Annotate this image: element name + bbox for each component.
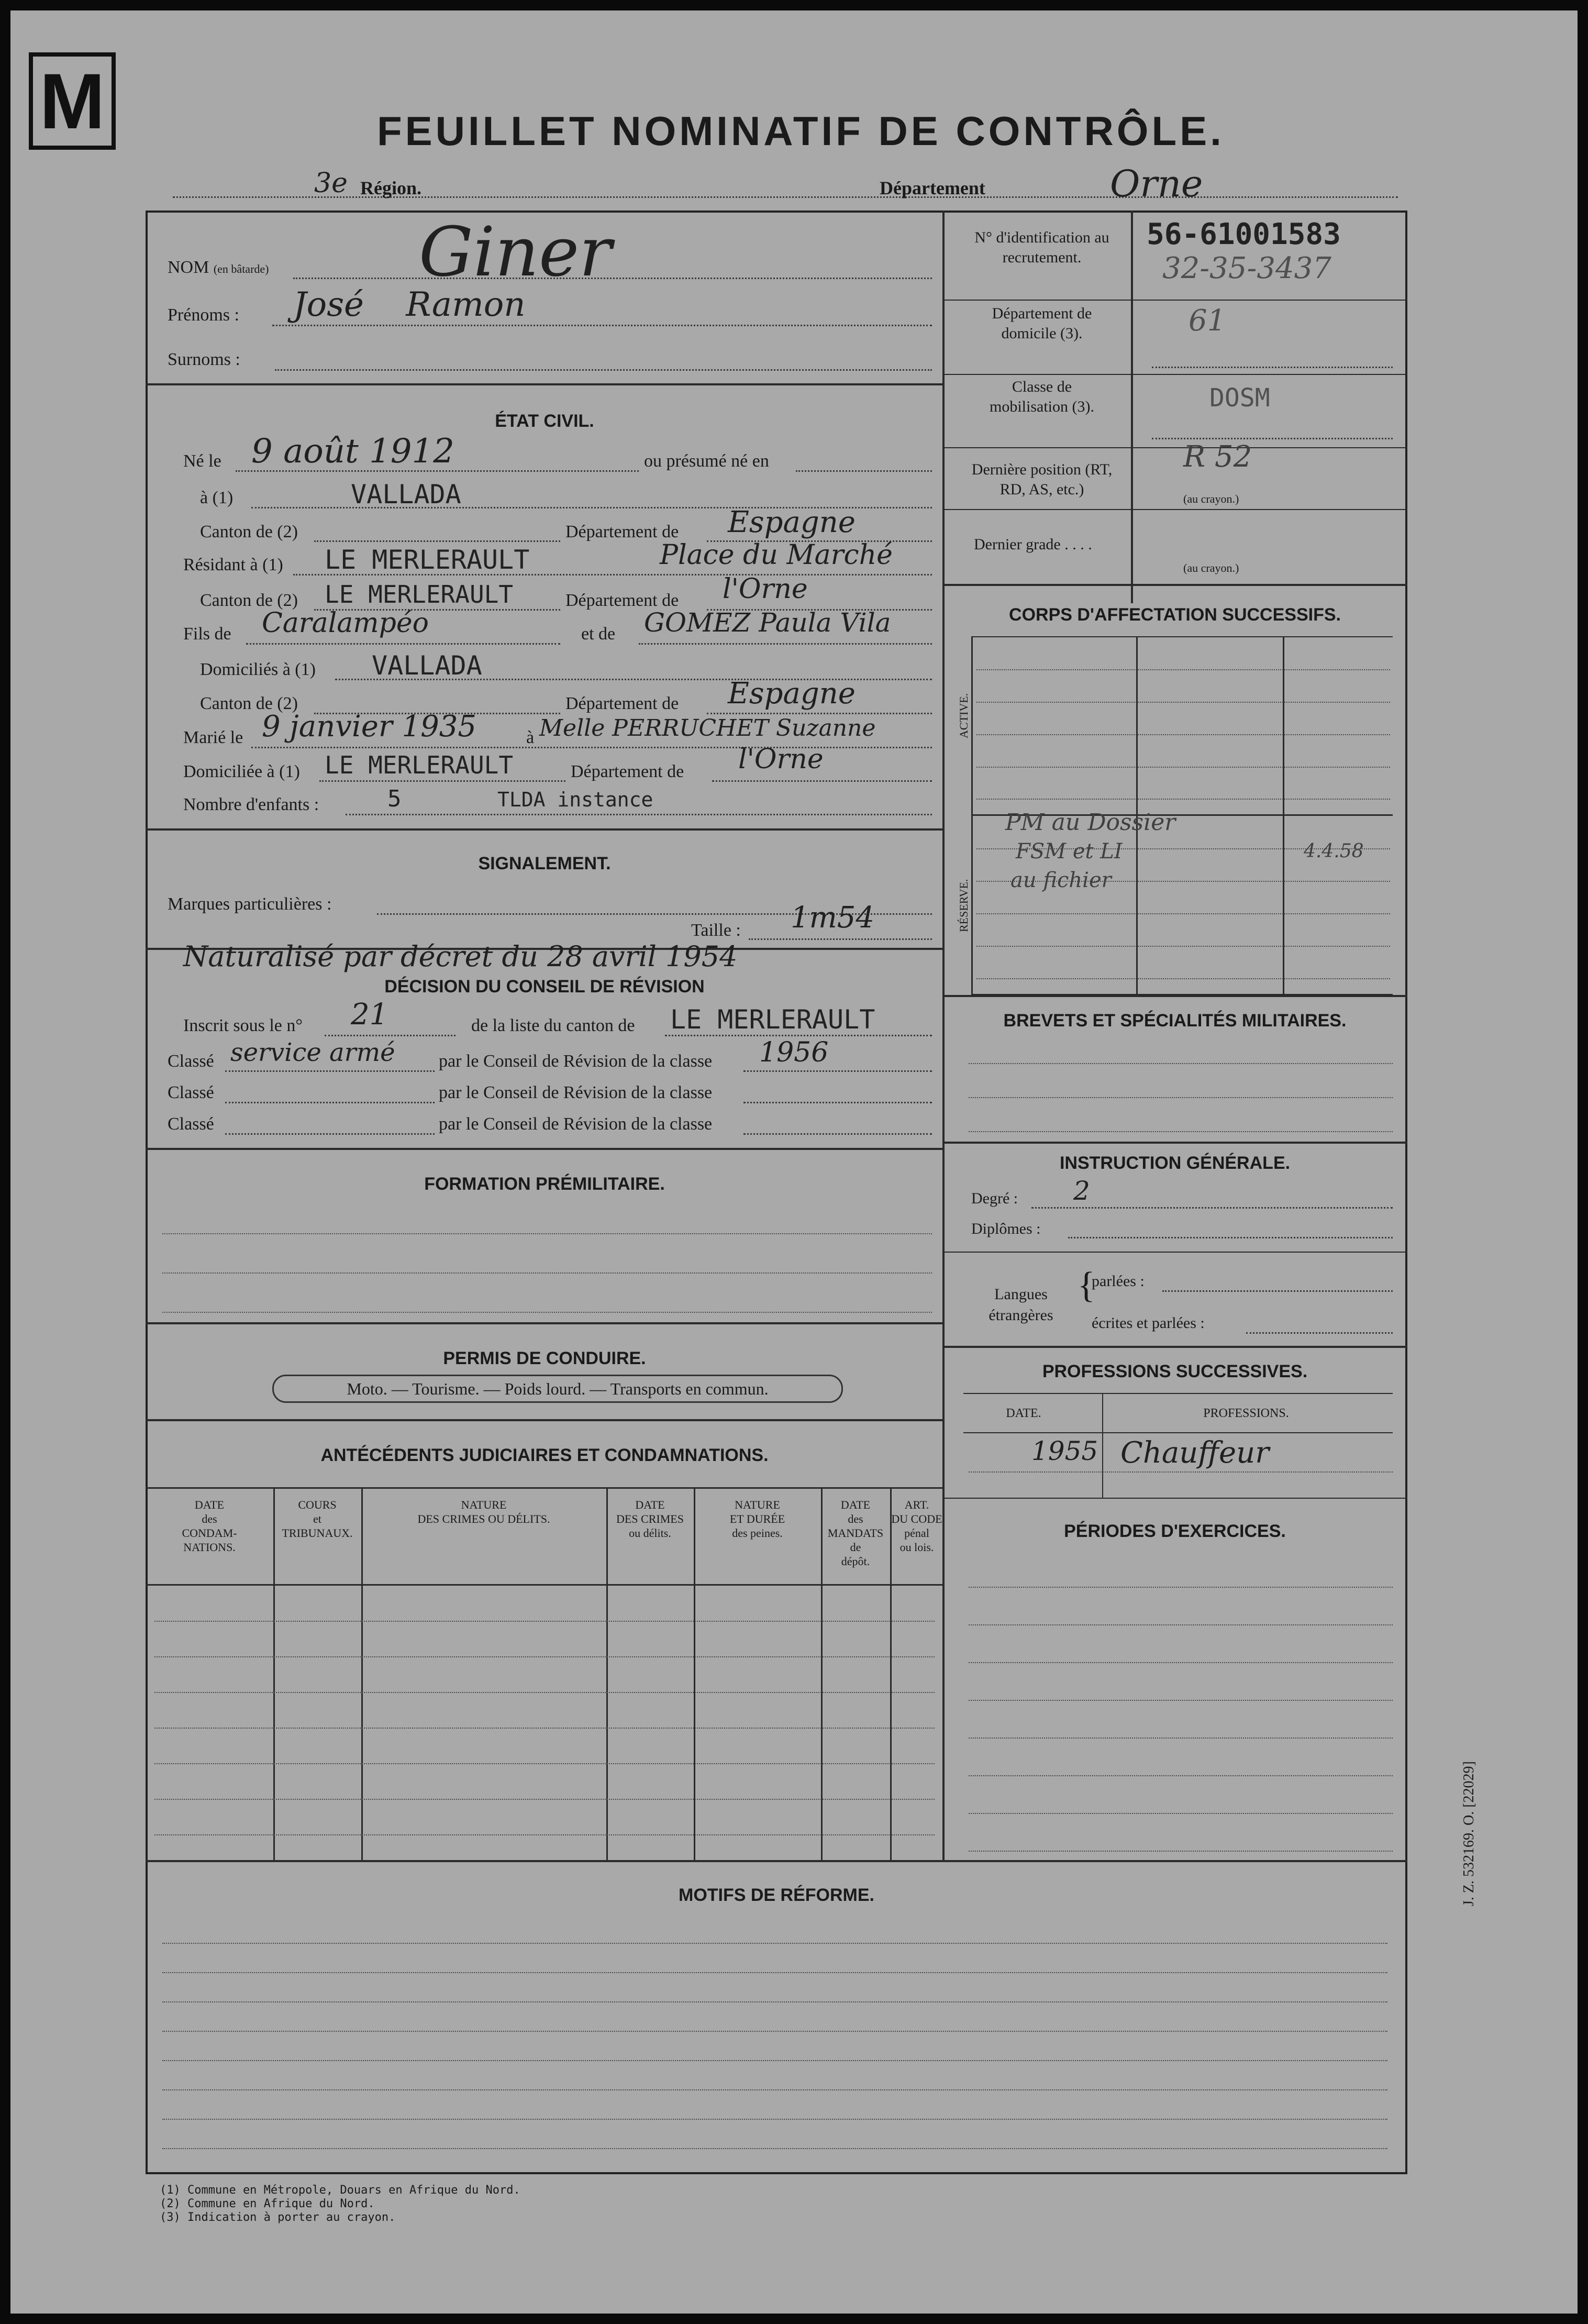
canton-2-label: Canton de (2) bbox=[200, 591, 298, 610]
departement-3-value: Espagne bbox=[728, 677, 856, 711]
antecedents-column-header: ART. DU CODE pénal ou lois. bbox=[891, 1498, 942, 1554]
antecedents-row-line bbox=[154, 1621, 935, 1622]
fils-value: Caralampéo bbox=[262, 607, 429, 639]
classe-label-3: Classé bbox=[168, 1114, 214, 1134]
inscrit-label: Inscrit sous le n° bbox=[183, 1016, 303, 1035]
domiciliee-value: LE MERLERAULT bbox=[325, 751, 514, 779]
corps-line bbox=[976, 799, 1390, 800]
inscrit-value: 21 bbox=[351, 998, 388, 1032]
reserve-date: 4.4.58 bbox=[1304, 840, 1364, 862]
reserve-entry-2: FSM et LI bbox=[1016, 839, 1123, 864]
date-col-label: DATE. bbox=[1006, 1407, 1041, 1420]
surnoms-label: Surnoms : bbox=[168, 350, 240, 369]
antecedents-column-header: COURS et TRIBUNAUX. bbox=[282, 1498, 353, 1540]
reforme-line bbox=[162, 2031, 1387, 2032]
signalement-heading: SIGNALEMENT. bbox=[478, 854, 611, 873]
departement-label: Département bbox=[880, 178, 985, 198]
antecedents-row-line bbox=[154, 1692, 935, 1693]
ne-le-value: 9 août 1912 bbox=[251, 432, 454, 471]
footnotes bbox=[160, 2184, 520, 2225]
antecedents-column-divider bbox=[361, 1487, 363, 1860]
periodes-line bbox=[969, 1813, 1393, 1814]
departement-de-label: Département de bbox=[565, 522, 679, 541]
antecedents-column-header: NATURE DES CRIMES OU DÉLITS. bbox=[417, 1498, 550, 1525]
region-label: Région. bbox=[360, 178, 421, 198]
periodes-line bbox=[969, 1700, 1393, 1701]
domicilies-value: VALLADA bbox=[372, 650, 482, 681]
au-crayon-2: (au crayon.) bbox=[1183, 561, 1239, 574]
marie-a: à bbox=[526, 728, 535, 747]
etat-civil-heading: ÉTAT CIVIL. bbox=[495, 411, 594, 431]
taille-label: Taille : bbox=[691, 921, 741, 940]
prof-value: Chauffeur bbox=[1120, 1436, 1270, 1470]
au-crayon-1: (au crayon.) bbox=[1183, 492, 1239, 505]
langues-brace: { bbox=[1078, 1265, 1095, 1305]
antecedents-column-divider bbox=[273, 1487, 275, 1860]
a-value: VALLADA bbox=[351, 479, 461, 510]
antecedents-column-divider bbox=[606, 1487, 608, 1860]
departement-value: Orne bbox=[1110, 162, 1203, 205]
ident-value-1: 56-61001583 bbox=[1147, 217, 1341, 251]
ecrites-label: écrites et parlées : bbox=[1092, 1314, 1205, 1332]
diplomes-label: Diplômes : bbox=[971, 1220, 1041, 1237]
residant-value: LE MERLERAULT bbox=[325, 545, 530, 575]
m-stamp bbox=[29, 52, 116, 150]
classe-value: service armé bbox=[230, 1038, 395, 1067]
ne-le-label: Né le bbox=[183, 451, 221, 471]
domiciliee-label: Domiciliée à (1) bbox=[183, 762, 300, 781]
antecedents-heading: ANTÉCÉDENTS JUDICIAIRES ET CONDAMNATIONS. bbox=[320, 1445, 769, 1465]
enfants-label: Nombre d'enfants : bbox=[183, 795, 319, 814]
naturalisation-note: Naturalisé par décret du 28 avril 1954 bbox=[183, 940, 738, 973]
formation-heading: FORMATION PRÉMILITAIRE. bbox=[424, 1174, 665, 1194]
corps-heading: CORPS D'AFFECTATION SUCCESSIFS. bbox=[1009, 605, 1341, 625]
region-value: 3e bbox=[314, 168, 348, 199]
antecedents-row-line bbox=[154, 1763, 935, 1764]
periodes-line bbox=[969, 1775, 1393, 1776]
canton-label: Canton de (2) bbox=[200, 522, 298, 541]
departement-3-label: Département de bbox=[565, 694, 679, 713]
professions-heading: PROFESSIONS SUCCESSIVES. bbox=[1042, 1362, 1308, 1381]
instruction-heading: INSTRUCTION GÉNÉRALE. bbox=[1059, 1153, 1291, 1173]
reforme-line bbox=[162, 2060, 1387, 2061]
permis-heading: PERMIS DE CONDUIRE. bbox=[443, 1348, 646, 1368]
periodes-line bbox=[969, 1851, 1393, 1852]
periodes-line bbox=[969, 1662, 1393, 1663]
derniere-position-label: Dernière position (RT, RD, AS, etc.) bbox=[971, 461, 1113, 498]
taille-value: 1m54 bbox=[791, 901, 874, 935]
footnote-3: (3) Indication à porter au crayon. bbox=[160, 2211, 396, 2224]
departement-4-label: Département de bbox=[571, 762, 684, 781]
fils-label: Fils de bbox=[183, 624, 231, 644]
dept-domicile-value: 61 bbox=[1189, 304, 1226, 338]
departement-2-value: l'Orne bbox=[723, 573, 808, 605]
corps-line bbox=[976, 734, 1390, 735]
nom-value: Giner bbox=[419, 212, 612, 292]
antecedents-column-header: DATE DES CRIMES ou délits. bbox=[616, 1498, 684, 1540]
periodes-line bbox=[969, 1738, 1393, 1739]
antecedents-column-divider bbox=[694, 1487, 695, 1860]
m-stamp-letter: M bbox=[39, 57, 105, 145]
par-label-3: par le Conseil de Révision de la classe bbox=[439, 1114, 713, 1134]
prenoms-label: Prénoms : bbox=[168, 305, 239, 325]
periodes-line bbox=[969, 1587, 1393, 1588]
marie-label: Marié le bbox=[183, 728, 243, 747]
printer-mark: J. Z. 532169. O. [22029] bbox=[1461, 1761, 1477, 1906]
classe-mob-label: Classe de mobilisation (3). bbox=[990, 378, 1094, 415]
domicilies-label: Domiciliés à (1) bbox=[200, 660, 316, 679]
marques-label: Marques particulières : bbox=[168, 894, 332, 914]
reforme-line bbox=[162, 2001, 1387, 2002]
ident-value-2: 32-35-3437 bbox=[1162, 251, 1331, 285]
antecedents-row-line bbox=[154, 1728, 935, 1729]
active-label: ACTIVE. bbox=[957, 693, 970, 738]
classe-label-2: Classé bbox=[168, 1083, 214, 1102]
par-label-1: par le Conseil de Révision de la classe bbox=[439, 1052, 713, 1071]
antecedents-row-line bbox=[154, 1799, 935, 1800]
reforme-line bbox=[162, 1943, 1387, 1944]
departement-4-value: l'Orne bbox=[738, 744, 824, 775]
presume-label: ou présumé né en bbox=[644, 451, 769, 471]
a-label: à (1) bbox=[200, 488, 234, 507]
residant-value-2: Place du Marché bbox=[660, 539, 893, 571]
classe-annee: 1956 bbox=[759, 1037, 829, 1068]
enfants-note: TLDA instance bbox=[497, 788, 653, 811]
corps-line bbox=[976, 913, 1390, 914]
corps-line bbox=[976, 669, 1390, 670]
corps-line bbox=[976, 946, 1390, 947]
ident-label: N° d'identification au recrutement. bbox=[974, 229, 1109, 266]
footnote-1: (1) Commune en Métropole, Douars en Afrique du Nord. bbox=[160, 2184, 520, 2197]
corps-line bbox=[976, 978, 1390, 979]
prof-col-label: PROFESSIONS. bbox=[1203, 1407, 1289, 1420]
footnote-2: (2) Commune en Afrique du Nord. bbox=[160, 2197, 375, 2210]
periodes-heading: PÉRIODES D'EXERCICES. bbox=[1064, 1521, 1286, 1541]
conseil-heading: DÉCISION DU CONSEIL DE RÉVISION bbox=[384, 977, 705, 997]
reserve-entry-3: au fichier bbox=[1010, 868, 1112, 892]
reforme-heading: MOTIFS DE RÉFORME. bbox=[679, 1885, 874, 1905]
reserve-entry-1: PM au Dossier bbox=[1005, 809, 1176, 836]
degre-value: 2 bbox=[1073, 1176, 1090, 1206]
et-de-value: GOMEZ Paula Vila bbox=[644, 607, 891, 638]
degre-label: Degré : bbox=[971, 1190, 1018, 1207]
prenoms-value: José Ramon bbox=[293, 285, 526, 324]
residant-label: Résidant à (1) bbox=[183, 555, 283, 574]
marie-value: 9 janvier 1935 bbox=[262, 710, 477, 744]
antecedents-column-header: NATURE ET DURÉE des peines. bbox=[729, 1498, 785, 1540]
antecedents-column-header: DATE des CONDAM- NATIONS. bbox=[182, 1498, 237, 1554]
canton-3-label: Canton de (2) bbox=[200, 694, 298, 713]
derniere-position-value: R 52 bbox=[1183, 440, 1252, 474]
departement-2-label: Département de bbox=[565, 591, 679, 610]
antecedents-column-header: DATE des MANDATS de dépôt. bbox=[827, 1498, 884, 1568]
antecedents-row-line bbox=[154, 1834, 935, 1835]
brevets-heading: BREVETS ET SPÉCIALITÉS MILITAIRES. bbox=[1003, 1011, 1347, 1031]
langues-label: Langues étrangères bbox=[989, 1286, 1053, 1324]
antecedents-row-line bbox=[154, 1656, 935, 1657]
corps-line bbox=[976, 702, 1390, 703]
reserve-label: RÉSERVE. bbox=[957, 879, 970, 932]
departement-de-value: Espagne bbox=[728, 505, 856, 539]
liste-value: LE MERLERAULT bbox=[670, 1004, 875, 1035]
enfants-value: 5 bbox=[387, 785, 402, 812]
prof-date: 1955 bbox=[1031, 1436, 1098, 1466]
periodes-line bbox=[969, 1624, 1393, 1625]
epouse-value: Melle PERRUCHET Suzanne bbox=[539, 715, 876, 742]
page-title: FEUILLET NOMINATIF DE CONTRÔLE. bbox=[377, 108, 1225, 154]
form-sheet bbox=[10, 10, 1578, 2314]
classe-mob-value: DOSM bbox=[1209, 383, 1270, 413]
classe-label-1: Classé bbox=[168, 1052, 214, 1071]
reforme-line bbox=[162, 2148, 1387, 2149]
dernier-grade-label: Dernier grade . . . . bbox=[974, 536, 1092, 553]
reforme-line bbox=[162, 2119, 1387, 2120]
nom-label: NOM (en bâtarde) bbox=[168, 258, 269, 277]
permis-options: Moto. — Tourisme. — Poids lourd. — Transports en commun. bbox=[347, 1379, 769, 1398]
permis-options-box bbox=[272, 1375, 843, 1403]
par-label-2: par le Conseil de Révision de la classe bbox=[439, 1083, 713, 1102]
reforme-line bbox=[162, 1972, 1387, 1973]
corps-line bbox=[976, 767, 1390, 768]
et-de-label: et de bbox=[581, 624, 616, 644]
parlees-label: parlées : bbox=[1092, 1272, 1145, 1290]
liste-label: de la liste du canton de bbox=[471, 1016, 635, 1035]
canton-2-value: LE MERLERAULT bbox=[325, 580, 514, 608]
reforme-line bbox=[162, 2089, 1387, 2090]
dept-domicile-label: Département de domicile (3). bbox=[992, 305, 1092, 342]
